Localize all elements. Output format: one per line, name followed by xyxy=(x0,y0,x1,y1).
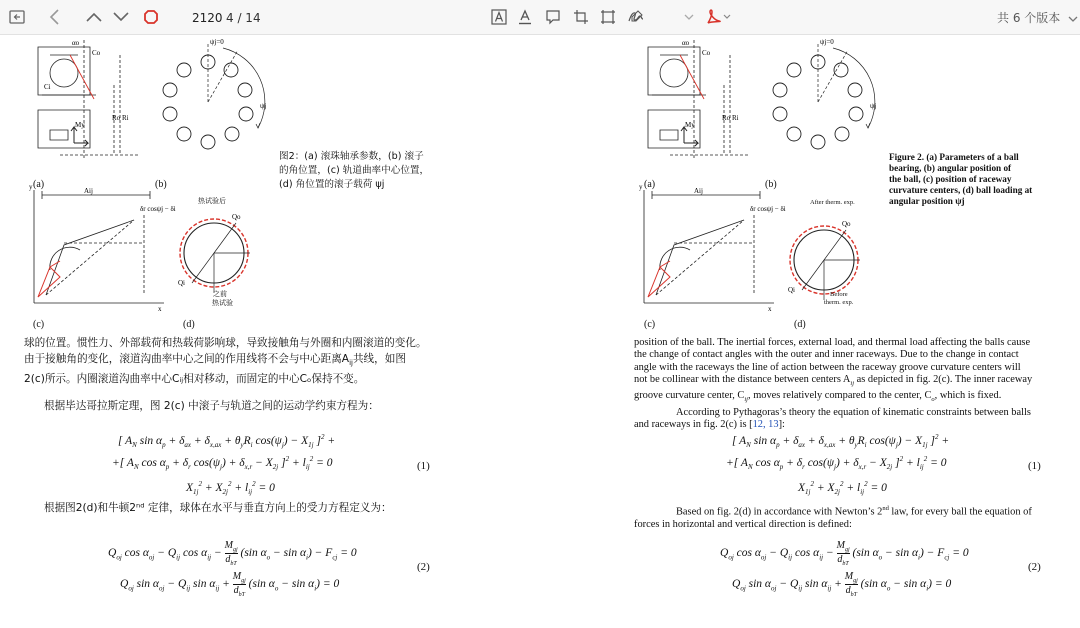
right-para1-line-3: angle with the raceways the line of action between the raceway groove curvature centers will xyxy=(634,361,1021,373)
fig-a-en-my-label: My xyxy=(685,121,695,129)
chevron-down-icon xyxy=(1068,16,1078,22)
right-para1-line-1: position of the ball. The inertial forces, external load, and thermal load affecting the balls cause xyxy=(634,337,1031,348)
figure-c-raceway-centers-en xyxy=(634,183,786,315)
right-fig-d-after-label: After therm. exp. xyxy=(810,199,855,206)
right-para1-refs[interactable]: 12, 13 xyxy=(752,418,779,430)
left-fig-c-label: (c) xyxy=(33,319,45,330)
right-equation-2-line-2: $Q_{oj}$ $\sin \alpha_{oj} - Q_{ij}$ $\sin \alpha_{ij}$ + $M_{gj}$ $d_{bT}$ (sin $\alpha_o - \sin \alpha_i) = 0$ xyxy=(732,571,952,598)
right-equation-1-line-1: [ $A_N$ $\sin \alpha_p + \delta_{ax} + \delta_{x,ax} + \theta_yR_i$ $\cos(\psi_j) - X_{1j}$ ]$^2$ + xyxy=(732,433,950,450)
right-equation-1-number: (1) xyxy=(1028,460,1041,472)
right-equation-1-line-3: $X_{1j}^2 + X_{2j}^2 + l_{ij}^2 = 0$ xyxy=(798,480,887,497)
right-para1-line-6: According to Pythagoras’s theory the equation of kinematic constraints between balls xyxy=(676,406,1031,418)
right-para2-line-1: Based on fig. 2(d) in accordance with Newton’s 2nd law, for every ball the equation of xyxy=(676,505,1032,518)
fig-a-ri-label: Ri xyxy=(122,114,129,122)
right-figure-caption xyxy=(889,152,1049,207)
right-caption-line-2: bearing, (b) angular position of xyxy=(889,163,1012,173)
right-equation-1-line-2: +[ $A_N$ $\cos \alpha_p + \delta_r$ $\cos(\psi_j) + \delta_{x,r} - X_{2j}$ ]$^2 + l_{ij}^2 = 0$ xyxy=(726,455,947,472)
right-fig-b-label: (b) xyxy=(765,179,777,190)
right-para2-line-1-text: Based on fig. 2(d) in accordance with Newton’s 2 xyxy=(676,506,883,518)
right-caption-line-4: curvature centers, (d) ball loading at xyxy=(889,185,1033,195)
left-figure-caption xyxy=(279,150,439,192)
text-select-icon[interactable] xyxy=(489,7,509,27)
fig-a-alpha-label: αo xyxy=(72,39,80,47)
right-fig-d-thermal-label: therm. exp. xyxy=(824,299,854,306)
right-para2-line-1-tail: law, for every ball the equation of xyxy=(888,506,1032,518)
right-fig-d-before-label: Before xyxy=(830,291,848,298)
fig-c-en-x-label: x xyxy=(768,305,772,313)
pdf-icon[interactable] xyxy=(704,7,732,27)
left-fig-d-label: (d) xyxy=(183,319,195,330)
right-para1-line-4-text: not be collinear with the distance between centers A xyxy=(634,373,851,385)
sidebar-toggle-icon[interactable] xyxy=(7,7,27,27)
stop-icon[interactable] xyxy=(141,7,161,27)
fig-d-qo-label: Qo xyxy=(232,213,241,221)
right-fig-a-label: (a) xyxy=(644,179,656,190)
left-para1-line-1: 球的位置。惯性力、外部载荷和热载荷影响球，导致接触角与外圈和内圈滚道的变化。 xyxy=(24,337,427,349)
right-para1-line-7-text: and raceways in fig. 2(c) is [ xyxy=(634,418,753,430)
right-fig-d-label: (d) xyxy=(794,319,806,330)
left-equation-2-number: (2) xyxy=(417,561,430,573)
fig-d-en-qo-label: Qo xyxy=(842,220,851,228)
fig-c-x-label: x xyxy=(158,305,162,313)
fig-a-co-label: Co xyxy=(92,49,101,57)
right-caption-line-5: angular position ψj xyxy=(889,196,965,206)
underline-icon[interactable] xyxy=(515,7,535,27)
right-para2-line-2: forces in horizontal and vertical direction is defined: xyxy=(634,518,852,530)
fig-c-en-delta-label: δr cosψj − δi xyxy=(750,205,786,213)
back-icon[interactable] xyxy=(45,7,65,27)
crop-icon[interactable] xyxy=(571,7,591,27)
fig-a-my-label: My xyxy=(75,121,85,129)
left-caption-line-1: 图2：(a) 滚珠轴承参数，(b) 滚子 xyxy=(279,151,424,162)
right-fig-c-label: (c) xyxy=(644,319,656,330)
left-para1-line-3: 2(c)所示。内圈滚道沟曲率中心Cᵢⱼ相对移动，而固定的中心Cₒ保持不变。 xyxy=(24,373,365,386)
fig-b-psij-label: ψj xyxy=(260,102,267,110)
fig-b-psi-label: ψj=0 xyxy=(210,38,224,46)
signature-icon[interactable] xyxy=(626,7,646,27)
comment-icon[interactable] xyxy=(543,7,563,27)
figure-b-ball-positions xyxy=(148,38,273,168)
left-paragraph-3: 根据图2(d)和牛顿2ⁿᵈ 定律，球体在水平与垂直方向上的受力方程定义为： xyxy=(44,502,392,514)
fig-a-r-label: Ro xyxy=(112,114,121,122)
right-para1-line-4: not be collinear with the distance between centers $A_{ij}$ as depicted in fig. 2(c). The inner raceway xyxy=(634,373,1033,387)
left-paragraph-1 xyxy=(24,335,474,387)
left-fig-d-thermal-label: 热试验 xyxy=(212,299,233,307)
versions-menu[interactable] xyxy=(997,8,1078,28)
left-fig-d-after-label: 热试验后 xyxy=(198,197,226,205)
left-para1-line-2: 由于接触角的变化，滚道沟曲率中心之间的作用线将不会与中心距离$A_{ij}$共线，如图 xyxy=(24,353,406,368)
left-equation-2-line-1: $Q_{oj}$ $\cos \alpha_{oj} - Q_{ij}$ $\cos \alpha_{ij}$ − $M_{gj}$ $d_{bT}$ (sin $\alpha_o - \sin \alpha_i) - F_{cj} = 0$ xyxy=(108,540,357,567)
fig-c-aij-label: Aij xyxy=(84,187,93,195)
fig-a-ci-label: Ci xyxy=(44,83,51,91)
right-equation-2-number: (2) xyxy=(1028,561,1041,573)
page-number-input[interactable]: 2120 xyxy=(192,11,223,25)
dropdown-icon[interactable] xyxy=(682,7,696,27)
left-page xyxy=(0,35,540,628)
right-paragraph-1 xyxy=(634,337,1044,431)
figure-a-bearing-section xyxy=(30,35,145,170)
fig-c-y-label: y xyxy=(29,183,33,191)
fig-c-en-aij-label: Aij xyxy=(694,187,703,195)
left-paragraph-2: 根据毕达哥拉斯定理，图 2(c) 中滚子与轨道之间的运动学约束方程为： xyxy=(44,400,379,412)
right-paragraph-2 xyxy=(634,503,1044,531)
fig-a-en-co-label: Co xyxy=(702,49,711,57)
right-para1-line-5-tail: , which is fixed. xyxy=(934,390,1002,402)
left-fig-a-label: (a) xyxy=(33,179,45,190)
fig-c-en-y-label: y xyxy=(639,183,643,191)
left-caption-line-2: 的角位置，(c) 轨道曲率中心位置， xyxy=(279,165,430,176)
fig-d-qi-label: Qi xyxy=(178,279,185,287)
select-area-icon[interactable] xyxy=(598,7,618,27)
right-para1-line-2: the change of contact angles with the outer and inner raceways. Due to the change in contact xyxy=(634,349,1019,361)
page-down-icon[interactable] xyxy=(111,7,131,27)
left-equation-1-line-1: [ $A_N$ $\sin \alpha_p + \delta_{ax} + \delta_{x,ax} + \theta_yR_i$ $\cos(\psi_j) - X_{1j}$ ]$^2$ + xyxy=(118,433,336,450)
left-equation-1-number: (1) xyxy=(417,460,430,472)
right-para1-line-7: and raceways in fig. 2(c) is [12, 13]: xyxy=(634,418,785,430)
right-para1-line-5-mid: , moves relatively compared to the center, C xyxy=(748,390,932,402)
fig-d-en-qi-label: Qi xyxy=(788,286,795,294)
right-para1-line-4-tail: as depicted in fig. 2(c). The inner raceway xyxy=(854,373,1033,385)
fig-a-en-r-label: Ro xyxy=(722,114,731,122)
page-up-icon[interactable] xyxy=(84,7,104,27)
left-equation-1-line-3: $X_{1j}^2 + X_{2j}^2 + l_{ij}^2 = 0$ xyxy=(186,480,275,497)
left-equation-1-line-2: +[ $A_N$ $\cos \alpha_p + \delta_r$ $\cos(\psi_j) + \delta_{x,r} - X_{2j}$ ]$^2 + l_{ij}^2 = 0$ xyxy=(112,455,333,472)
right-caption-line-1: Figure 2. (a) Parameters of a ball xyxy=(889,152,1019,162)
left-caption-line-3: (d) 角位置的滚子载荷 ψj xyxy=(279,179,385,190)
figure-a-bearing-section-en xyxy=(640,35,755,170)
fig-c-delta-label: δr cosψj − δi xyxy=(140,205,176,213)
right-para1-line-5: groove curvature center, $C_{ij}$, moves relatively compared to the center, $C_o$, which is fixed. xyxy=(634,390,1002,404)
left-para1-line-2-text: 由于接触角的变化，滚道沟曲率中心之间的作用线将不会与中心距离A xyxy=(24,353,350,365)
figure-c-raceway-centers xyxy=(24,183,176,315)
fig-a-en-alpha-label: αo xyxy=(682,39,690,47)
fig-b-en-psi-label: ψj=0 xyxy=(820,38,834,46)
left-fig-d-before-label: 之前 xyxy=(213,290,227,298)
page-counter: 4 / 14 xyxy=(226,11,261,25)
right-para1-line-5-text: groove curvature center, C xyxy=(634,390,745,402)
fig-a-en-ri-label: Ri xyxy=(732,114,739,122)
right-equation-2-line-1: $Q_{oj}$ $\cos \alpha_{oj} - Q_{ij}$ $\cos \alpha_{ij}$ − $M_{gj}$ $d_{bT}$ (sin $\alpha_o - \sin \alpha_i) - F_{cj} = 0$ xyxy=(720,540,969,567)
left-para1-line-2-tail: 共线，如图 xyxy=(352,353,406,365)
toolbar xyxy=(0,0,1080,35)
fig-b-en-psij-label: ψj xyxy=(870,102,877,110)
versions-label: 共 6 个版本 xyxy=(997,11,1061,25)
right-caption-line-3: the ball, (c) position of raceway xyxy=(889,174,1012,184)
left-fig-b-label: (b) xyxy=(155,179,167,190)
right-page xyxy=(540,35,1080,628)
left-equation-2-line-2: $Q_{oj}$ $\sin \alpha_{oj} - Q_{ij}$ $\sin \alpha_{ij}$ + $M_{gj}$ $d_{bT}$ (sin $\alpha_o - \sin \alpha_i) = 0$ xyxy=(120,571,340,598)
figure-b-ball-positions-en xyxy=(758,38,883,168)
